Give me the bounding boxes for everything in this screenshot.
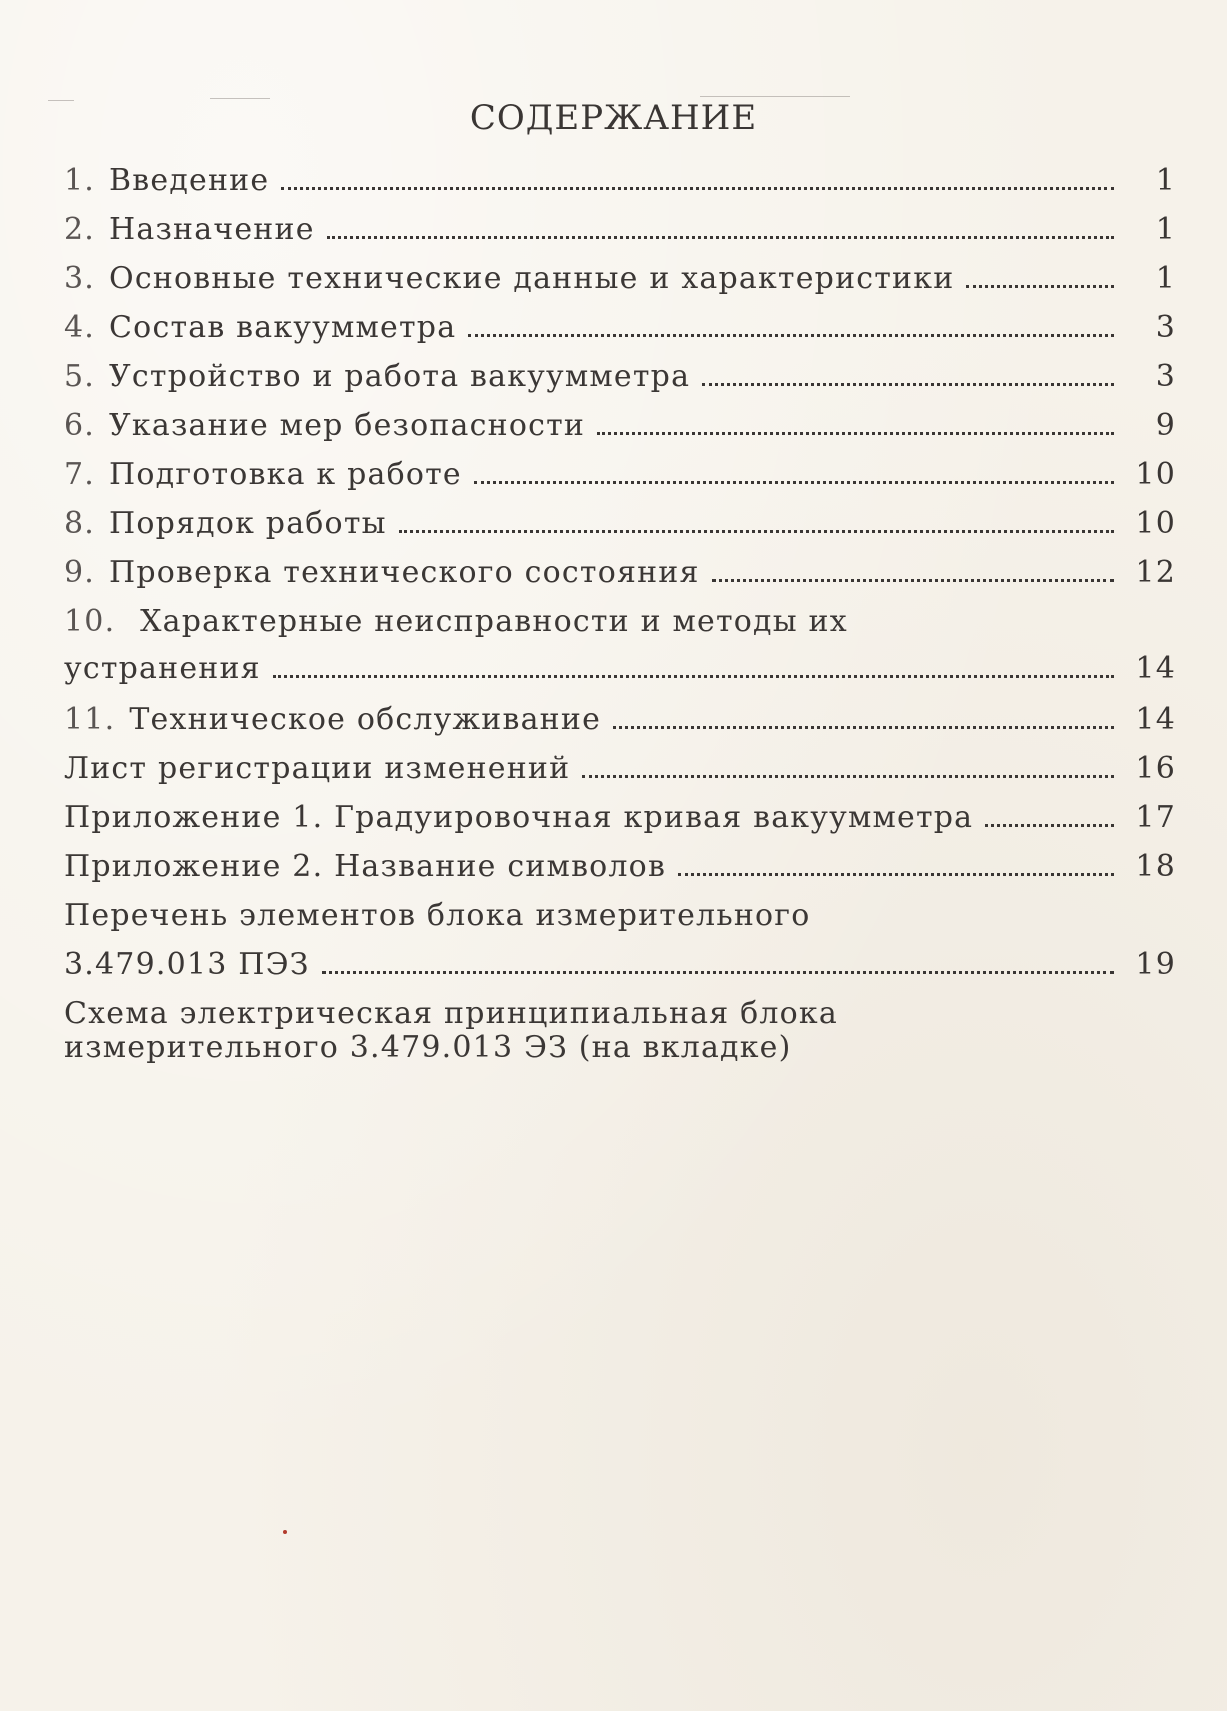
toc-entry-page: 3 xyxy=(1155,310,1176,345)
toc-entry-label: Лист регистрации изменений xyxy=(64,751,571,786)
toc-entry-page: 14 xyxy=(1135,651,1176,686)
toc-entry-number: 6. xyxy=(64,408,96,443)
toc-entry xyxy=(64,163,1176,199)
toc-entry-label: Подготовка к работе xyxy=(109,457,462,492)
toc-entry-label: Введение xyxy=(109,163,270,198)
toc-entry-number: 5. xyxy=(64,359,96,394)
paper-speck xyxy=(283,1530,287,1534)
toc-entry xyxy=(64,555,1176,591)
dot-leader xyxy=(322,971,1114,974)
toc-entry xyxy=(64,996,838,1032)
toc-entry xyxy=(64,310,1176,346)
dot-leader xyxy=(712,579,1114,582)
dot-leader xyxy=(702,383,1114,386)
toc-entry-page: 19 xyxy=(1135,947,1176,982)
toc-entry-continuation xyxy=(64,651,1176,687)
toc-entry-page: 18 xyxy=(1135,849,1176,884)
toc-entry-label: Состав вакуумметра xyxy=(109,310,457,345)
toc-entry-label-continuation: 3.479.013 ПЭЗ xyxy=(64,947,310,982)
toc-entry xyxy=(64,751,1176,787)
toc-entry-label: Проверка технического состояния xyxy=(109,555,700,590)
dot-leader xyxy=(582,775,1114,778)
toc-entry-number: 2. xyxy=(64,212,96,247)
toc-entry-label: Приложение 2. Название символов xyxy=(64,849,667,884)
dot-leader xyxy=(613,726,1114,729)
dot-leader xyxy=(281,187,1114,190)
toc-entry xyxy=(64,702,1176,738)
toc-entry-page: 10 xyxy=(1135,457,1176,492)
toc-entry-page: 12 xyxy=(1135,555,1176,590)
toc-entry xyxy=(64,457,1176,493)
toc-entry-label: Указание мер безопасности xyxy=(109,408,586,443)
toc-entry-number: 10. xyxy=(64,604,116,639)
toc-entry-label-continuation: измерительного 3.479.013 ЭЗ (на вкладке) xyxy=(64,1030,792,1065)
toc-entry-number: 11. xyxy=(64,702,116,737)
toc-entry-page: 1 xyxy=(1155,261,1176,296)
dot-leader xyxy=(678,873,1114,876)
dot-leader xyxy=(474,481,1114,484)
toc-entry xyxy=(64,800,1176,836)
toc-entry xyxy=(64,898,810,934)
toc-entry xyxy=(64,604,848,640)
dot-leader xyxy=(399,530,1114,533)
toc-entry-page: 17 xyxy=(1135,800,1176,835)
dot-leader xyxy=(985,824,1114,827)
page-title: СОДЕРЖАНИЕ xyxy=(469,98,758,138)
toc-entry-number: 7. xyxy=(64,457,96,492)
toc-entry-label: Характерные неисправности и методы их xyxy=(140,604,848,639)
toc-entry-label: Порядок работы xyxy=(109,506,387,541)
toc-entry-number: 3. xyxy=(64,261,96,296)
toc-entry-label: Основные технические данные и характеристики xyxy=(109,261,955,296)
dot-leader xyxy=(966,285,1114,288)
toc-entry-page: 14 xyxy=(1135,702,1176,737)
toc-entry-number: 4. xyxy=(64,310,96,345)
toc-entry-number: 8. xyxy=(64,506,96,541)
page-scratch xyxy=(700,96,850,97)
toc-entry xyxy=(64,261,1176,297)
toc-entry-label: Назначение xyxy=(109,212,315,247)
toc-entry-page: 16 xyxy=(1135,751,1176,786)
toc-entry-page: 1 xyxy=(1155,212,1176,247)
toc-entry-label: Схема электрическая принципиальная блока xyxy=(64,996,838,1031)
dot-leader xyxy=(327,236,1114,239)
toc-entry-label: Перечень элементов блока измерительного xyxy=(64,898,811,933)
dot-leader xyxy=(468,334,1114,337)
toc-entry-label-continuation: устранения xyxy=(64,651,261,686)
toc-entry-label: Устройство и работа вакуумметра xyxy=(109,359,691,394)
toc-entry-number: 9. xyxy=(64,555,96,590)
toc-entry-label: Приложение 1. Градуировочная кривая вакуумметра xyxy=(64,800,974,835)
toc-entry-continuation xyxy=(64,1030,792,1066)
toc-entry-continuation xyxy=(64,947,1176,983)
dot-leader xyxy=(273,675,1114,678)
toc-entry-number: 1. xyxy=(64,163,96,198)
toc-entry-label: Техническое обслуживание xyxy=(129,702,602,737)
toc-entry-page: 10 xyxy=(1135,506,1176,541)
toc-entry-page: 1 xyxy=(1155,163,1176,198)
toc-entry xyxy=(64,506,1176,542)
toc-entry-page: 9 xyxy=(1155,408,1176,443)
toc-entry xyxy=(64,212,1176,248)
toc-entry-page: 3 xyxy=(1155,359,1176,394)
dot-leader xyxy=(597,432,1114,435)
toc-entry xyxy=(64,849,1176,885)
toc-entry xyxy=(64,359,1176,395)
toc-entry xyxy=(64,408,1176,444)
